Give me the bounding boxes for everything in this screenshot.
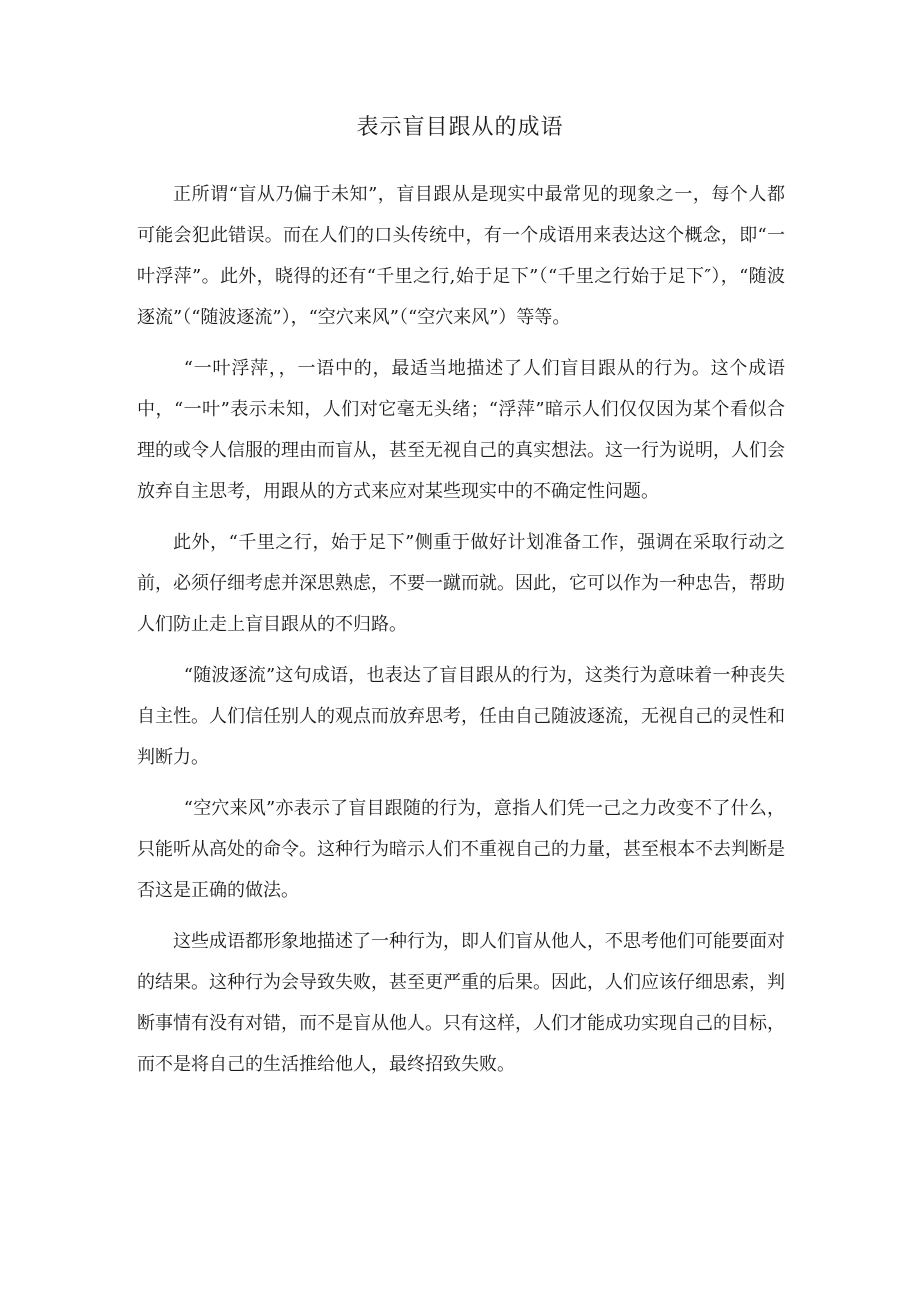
document-body	[137, 174, 785, 1095]
paragraph-conclusion: 这些成语都形象地描述了一种行为，即人们盲从他人，不思考他们可能要面对的结果。这种行为会导致失败，甚至更严重的后果。因此，人们应该仔细思索，判断事情有没有对错，而不是盲从他人。只有这样，人们才能成功实现自己的目标，而不是将自己的生活推给他人，最终招致失败。	[137, 931, 785, 1075]
document-title: 表示盲目跟从的成语	[356, 115, 564, 140]
paragraph-intro: 正所谓“盲从乃偏于未知”，盲目跟从是现实中最常见的现象之一，每个人都可能会犯此错误。而在人们的口头传统中，有一个成语用来表达这个概念，即“一叶浮萍”。此外，晓得的还有“千里之行,始于足下”（“千里之行始于足下″），“随波逐流”（“随波逐流”），“空穴来风”（“空穴来风”）等等。	[137, 184, 785, 328]
paragraph-qianli-zhixing: 此外，“千里之行，始于足下”侧重于做好计划准备工作，强调在采取行动之前，必须仔细考虑并深思熟虑，不要一蹴而就。因此，它可以作为一种忠告，帮助人们防止走上盲目跟从的不归路。	[137, 532, 785, 635]
paragraph-suibo-zhuliu: “随波逐流”这句成语，也表达了盲目跟从的行为，这类行为意味着一种丧失自主性。人们信任别人的观点而放弃思考，任由自己随波逐流，无视自己的灵性和判断力。	[137, 665, 785, 768]
paragraph-yiye-fuping: “一叶浮萍，，一语中的，最适当地描述了人们盲目跟从的行为。这个成语中，“一叶”表示未知，人们对它毫无头绪；“浮萍”暗示人们仅仅因为某个看似合理的或令人信服的理由而盲从，甚至无视自己的真实想法。这一行为说明，人们会放弃自主思考，用跟从的方式来应对某些现实中的不确定性问题。	[137, 358, 785, 502]
paragraph-kongxue-laifeng: “空穴来风”亦表示了盲目跟随的行为，意指人们凭一己之力改变不了什么，只能听从高处的命令。这种行为暗示人们不重视自己的力量，甚至根本不去判断是否这是正确的做法。	[137, 798, 785, 901]
